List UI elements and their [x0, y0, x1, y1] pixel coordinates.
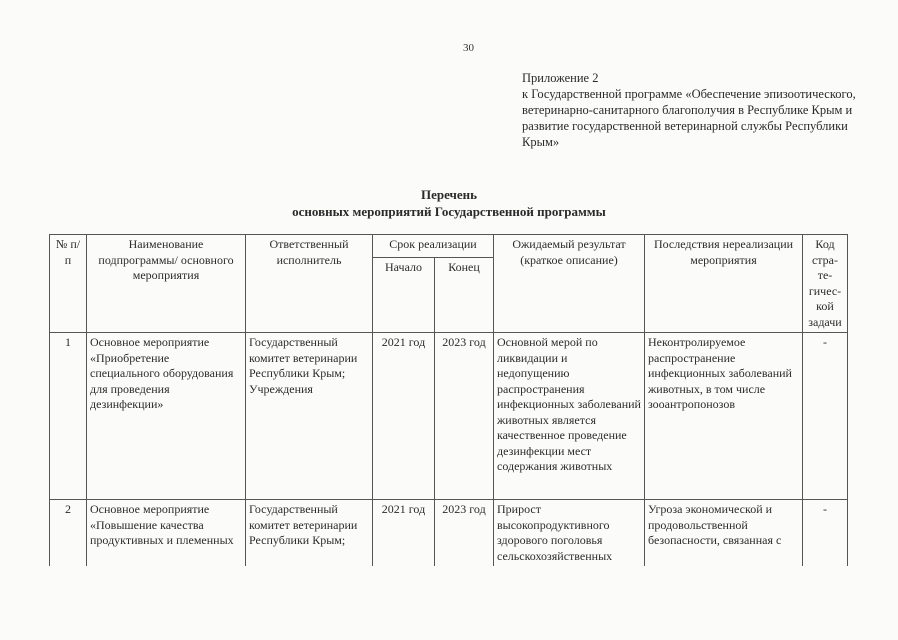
measures-table [49, 234, 848, 566]
header-executor: Ответственный исполнитель [246, 235, 373, 333]
row-code: - [803, 333, 848, 500]
header-period: Срок реализации [373, 235, 494, 258]
header-end: Конец [435, 257, 494, 332]
document-title: Перечень [420, 187, 478, 202]
appendix-title: Приложение 2 [522, 71, 599, 85]
row-result: Основной мерой по ликвидации и недопущению распространения инфекционных заболеваний животных является качественное проведение дезинфекции мест содержания животных [494, 333, 645, 500]
header-start: Начало [373, 257, 435, 332]
header-name: Наименование подпрограммы/ основного мероприятия [87, 235, 246, 333]
header-result: Ожидаемый результат (краткое описание) [494, 235, 645, 333]
row-name: Основное мероприятие «Повышение качества продуктивных и племенных [87, 500, 246, 567]
page-number: 30 [463, 42, 474, 54]
document-subtitle: основных мероприятий Государственной программы [292, 204, 606, 219]
header-consequences: Последствия нереализации мероприятия [645, 235, 803, 333]
table-row [50, 500, 848, 567]
row-start: 2021 год [373, 500, 435, 567]
row-name: Основное мероприятие «Приобретение специального оборудования для проведения дезинфекции» [87, 333, 246, 500]
row-code: - [803, 500, 848, 567]
row-consequences: Неконтролируемое распространение инфекционных заболеваний животных, в том числе зооантропонозов [645, 333, 803, 500]
row-end: 2023 год [435, 333, 494, 500]
row-result: Прирост высокопродуктивного здорового поголовья сельскохозяйственных [494, 500, 645, 567]
appendix-block [522, 70, 862, 150]
row-end: 2023 год [435, 500, 494, 567]
row-executor: Государственный комитет ветеринарии Республики Крым; [246, 500, 373, 567]
appendix-description: к Государственной программе «Обеспечение эпизоотического, ветеринарно-санитарного благополучия в Республике Крым и развитие государственной ветеринарной службы Республики Крым» [522, 87, 856, 149]
table-row [50, 333, 848, 500]
row-consequences: Угроза экономической и продовольственной безопасности, связанная с [645, 500, 803, 567]
row-num: 2 [50, 500, 87, 567]
row-executor: Государственный комитет ветеринарии Республики Крым; Учреждения [246, 333, 373, 500]
header-code: Код стра-те-гичес-кой задачи [803, 235, 848, 333]
row-start: 2021 год [373, 333, 435, 500]
header-num: № п/п [50, 235, 87, 333]
row-num: 1 [50, 333, 87, 500]
